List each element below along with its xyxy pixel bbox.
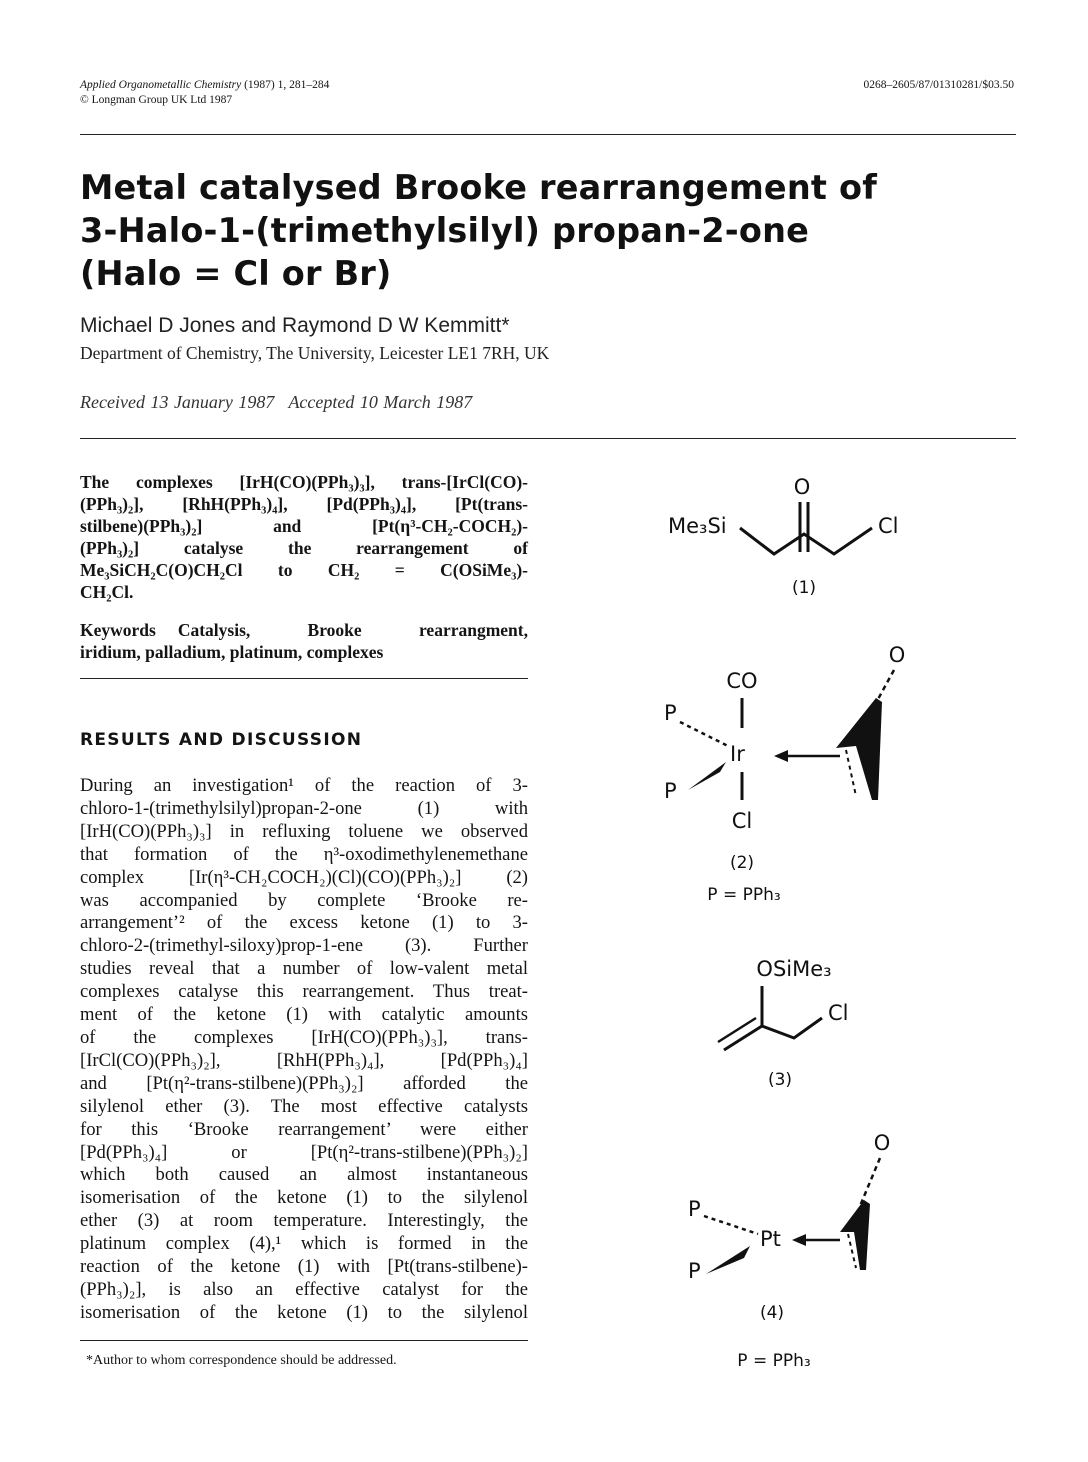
abstract-line: The complexes [IrH(CO)(PPh₃)₃], trans-[IrCl(CO)-	[80, 472, 528, 492]
received-date: Received 13 January 1987	[80, 392, 275, 412]
s2-p-wedge-bond	[688, 762, 726, 790]
abstract-line: Me₃SiCH₂C(O)CH₂Cl to CH₂ = C(OSiMe₃)-	[80, 560, 528, 580]
body-line: that formation of the η³-oxodimethylenemethane	[80, 843, 528, 865]
s4-platinum: Pt	[760, 1227, 781, 1251]
body-line: chloro-2-(trimethyl-siloxy)prop-1-ene (3). Further	[80, 935, 528, 957]
s2-arrowhead	[774, 750, 788, 762]
article-code: 0268–2605/87/01310281/$03.50	[863, 79, 1014, 91]
affiliation: Department of Chemistry, The University, Leicester LE1 7RH, UK	[80, 343, 550, 363]
s4-p-bottom: P	[688, 1259, 701, 1283]
abstract-line: (PPh₃)₂], [RhH(PPh₃)₄], [Pd(PPh₃)₄], [Pt(trans-	[80, 494, 528, 514]
body-line: (PPh₃)₂], is also an effective catalyst for the	[80, 1278, 528, 1300]
body-line: complex [Ir(η³-CH₂COCH₂)(Cl)(CO)(PPh₃)₂] (2)	[80, 866, 528, 888]
article-title	[80, 166, 877, 295]
s4-p-top: P	[688, 1197, 701, 1221]
s2-legend: P = PPh₃	[707, 885, 781, 905]
abstract-rule	[80, 678, 528, 679]
s1-me3si: Me₃Si	[668, 514, 727, 538]
body-line: silylenol ether (3). The most effective catalysts	[80, 1095, 528, 1117]
s3-backbone	[762, 1018, 822, 1038]
body-line: ether (3) at room temperature. Interestingly, the	[80, 1210, 528, 1232]
s4-ligand-dashes	[848, 1234, 856, 1268]
s4-p-dashed-bond	[704, 1216, 758, 1234]
body-line: isomerisation of the ketone (1) to the silylenol	[80, 1187, 528, 1209]
s2-label: (2)	[729, 853, 755, 873]
s3-label: (3)	[767, 1070, 793, 1090]
body-line: platinum complex (4),¹ which is formed in the	[80, 1233, 528, 1255]
body-text	[80, 775, 528, 1325]
s2-iridium: Ir	[730, 742, 745, 766]
body-line: During an investigation¹ of the reaction of 3-	[80, 775, 528, 796]
title-rule	[80, 438, 1016, 439]
s4-p-wedge-bond	[706, 1246, 750, 1274]
body-line: arrangement’² of the excess ketone (1) to 3-	[80, 912, 528, 934]
journal-name: Applied Organometallic Chemistry	[80, 79, 242, 91]
s1-backbone	[740, 528, 872, 554]
s1-chlorine: Cl	[878, 514, 899, 538]
structure-3	[690, 952, 890, 1092]
s3-double-bond-b	[718, 1018, 756, 1042]
body-line: for this ‘Brooke rearrangement’ were either	[80, 1118, 528, 1140]
journal-citation	[80, 78, 329, 92]
body-line: [Pd(PPh₃)₄] or [Pt(η²-trans-stilbene)(PPh₃)₂]	[80, 1141, 528, 1163]
body-line: [IrCl(CO)(PPh₃)₂], [RhH(PPh₃)₄], [Pd(PPh₃)₄]	[80, 1049, 528, 1071]
s3-osime3: OSiMe₃	[756, 957, 832, 981]
s1-oxygen: O	[793, 475, 811, 499]
body-line: of the complexes [IrH(CO)(PPh₃)₃], trans-	[80, 1026, 528, 1048]
header-rule	[80, 134, 1016, 135]
s2-ligand-wedge	[836, 698, 882, 800]
abstract-line: stilbene)(PPh₃)₂] and [Pt(η³-CH₂-COCH₂)-	[80, 516, 528, 536]
s3-double-bond-a	[724, 1026, 762, 1050]
keywords-list-1: Catalysis, Brooke rearrangment,	[177, 620, 528, 640]
journal-volume: (1987) 1, 281–284	[241, 79, 330, 91]
footnote-rule	[80, 1340, 528, 1341]
body-line: complexes catalyse this rearrangement. Thus treat-	[80, 981, 528, 1003]
s4-arrowhead	[792, 1234, 806, 1246]
title-line-3: (Halo = Cl or Br)	[80, 254, 392, 293]
s2-p-top: P	[664, 701, 677, 725]
s2-p-bottom: P	[664, 779, 677, 803]
structure-1	[660, 470, 920, 600]
keywords-list-2: iridium, palladium, platinum, complexes	[80, 642, 384, 662]
s1-label: (1)	[791, 578, 817, 598]
authors: Michael D Jones and Raymond D W Kemmitt*	[80, 314, 510, 337]
body-line: studies reveal that a number of low-valent metal	[80, 958, 528, 980]
abstract-line: CH₂Cl.	[80, 582, 134, 602]
s4-label: (4)	[759, 1303, 785, 1323]
s2-p-dashed-bond	[680, 722, 728, 746]
title-line-1: Metal catalysed Brooke rearrangement of	[80, 168, 877, 207]
body-line: [IrH(CO)(PPh₃)₃] in refluxing toluene we observed	[80, 820, 528, 842]
copyright: © Longman Group UK Ltd 1987	[80, 94, 233, 106]
footnote: *Author to whom correspondence should be addressed.	[86, 1353, 397, 1368]
structure-2	[650, 640, 920, 910]
s2-oxygen: O	[888, 643, 906, 667]
dates	[80, 392, 472, 413]
title-line-2: 3-Halo-1-(trimethylsilyl) propan-2-one	[80, 211, 810, 250]
s2-ligand-dashes	[846, 750, 856, 796]
body-line: ment of the ketone (1) with catalytic amounts	[80, 1004, 528, 1026]
abstract-line: (PPh₃)₂] catalyse the rearrangement of	[80, 538, 528, 558]
body-line: reaction of the ketone (1) with [Pt(trans-stilbene)-	[80, 1256, 528, 1278]
keywords	[80, 619, 528, 663]
s4-oxo-bond	[860, 1158, 880, 1206]
s4-oxygen: O	[873, 1131, 891, 1155]
s2-co: CO	[726, 669, 758, 693]
body-line: isomerisation of the ketone (1) to the silylenol	[80, 1301, 528, 1323]
body-line: was accompanied by complete ‘Brooke re-	[80, 889, 528, 911]
s2-chlorine: Cl	[731, 809, 753, 833]
section-heading: RESULTS AND DISCUSSION	[80, 730, 363, 750]
s4-legend: P = PPh₃	[737, 1351, 811, 1371]
keywords-label: Keywords	[80, 620, 156, 640]
body-line: and [Pt(η²-trans-stilbene)(PPh₃)₂] afforded the	[80, 1072, 528, 1094]
body-line: chloro-1-(trimethylsilyl)propan-2-one (1) with	[80, 797, 528, 819]
s3-chlorine: Cl	[828, 1001, 849, 1025]
abstract	[80, 471, 528, 603]
structure-4	[680, 1128, 920, 1378]
body-line: which both caused an almost instantaneous	[80, 1164, 528, 1186]
accepted-date: Accepted 10 March 1987	[288, 392, 473, 412]
